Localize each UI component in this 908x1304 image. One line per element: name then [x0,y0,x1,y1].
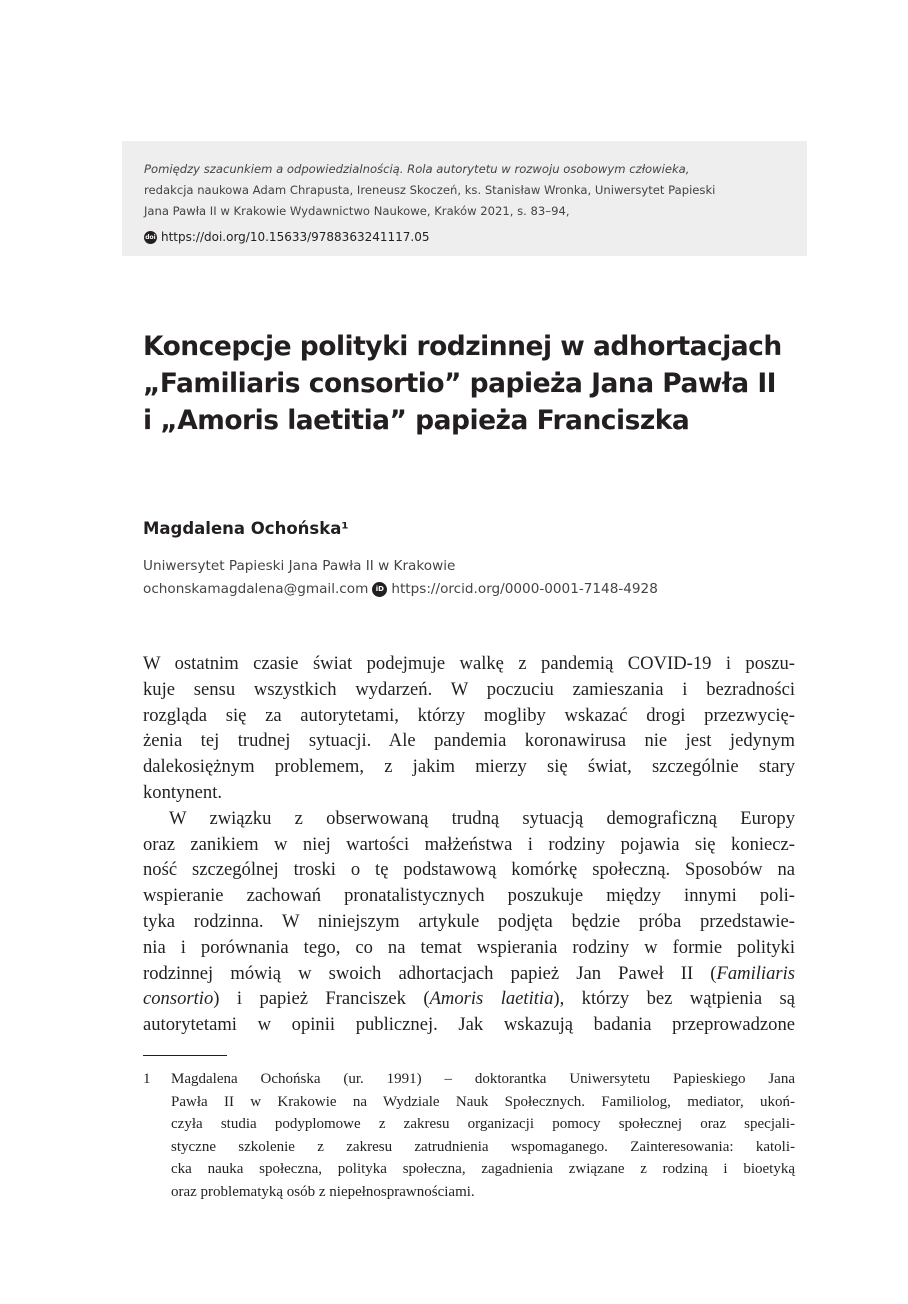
footnote [143,1068,795,1204]
title-line: „Familiaris consortio” papieża Jana Pawła II [143,368,777,399]
body-fragment: ) i papież Franciszek ( [213,988,430,1010]
body-italic-title: Familiaris [716,962,795,984]
body-line: wspieranie zachowań pronatalistycznych poszukuje między innymi poli- [143,885,795,907]
footnote-line: Magdalena Ochońska (ur. 1991) – doktorantka Uniwersytetu Papieskiego Jana [171,1071,795,1087]
body-line: tyka rodzinna. W niniejszym artykule podjęta będzie próba przedstawie- [143,910,795,932]
author-details [143,555,658,601]
footnote-divider [143,1055,227,1056]
citation-publisher: Jana Pawła II w Krakowie Wydawnictwo Naukowe, Kraków 2021, s. 83–94, [144,204,570,218]
body-line: oraz zanikiem w niej wartości małżeństwa i rodziny pojawia się koniecz- [143,833,795,855]
footnote-line: czyła studia podyplomowe z zakresu organizacji pomocy społecznej oraz specjali- [171,1116,795,1133]
body-line: kontynent. [143,781,223,803]
author-affiliation: Uniwersytet Papieski Jana Pawła II w Krakowie [143,558,456,574]
title-line: Koncepcje polityki rodzinnej w adhortacjach [143,331,782,362]
body-line: rozgląda się za autorytetami, którzy mogliby wskazać drogi przezwycię- [143,704,795,726]
footnote-body [171,1068,795,1204]
body-line: W ostatnim czasie świat podejmuje walkę z pandemią COVID-19 i poszu- [143,653,795,674]
doi-icon: doi [144,231,157,244]
body-fragment: rodzinnej mówią w swoich adhortacjach papież Jan Paweł II ( [143,962,717,984]
body-text [143,651,795,1038]
body-line: kuje sensu wszystkich wydarzeń. W poczuciu zamieszania i bezradności [143,678,795,700]
doi-link[interactable]: https://doi.org/10.15633/9788363241117.05 [161,230,430,244]
footnote-line: styczne szkolenie z zakresu zatrudnienia wspomaganego. Zainteresowania: katoli- [171,1138,795,1155]
body-line: dalekosiężnym problemem, z jakim mierzy się świat, szczególnie stary [143,756,795,778]
orcid-icon: iD [372,582,387,597]
footnote-number: 1 [143,1071,151,1087]
author-contact-row [143,578,658,601]
body-line: żenia tej trudnej sytuacji. Ale pandemia koronawirusa nie jest jedynym [143,730,795,752]
article-title [143,328,823,439]
body-italic-title: consortio [143,988,214,1010]
body-line: nia i porównania tego, co na temat wspierania rodziny w formie polityki [143,936,795,958]
body-line: ność szczególnej troski o tę podstawową komórkę społeczną. Sposobów na [143,859,795,881]
body-fragment: ), którzy bez wątpienia są [553,988,795,1010]
body-line: autorytetami w opinii publicznej. Jak wskazują badania przeprowadzone [143,1014,795,1036]
author-email[interactable]: ochonskamagdalena@gmail.com [143,581,369,597]
footnote-line: Pawła II w Krakowie na Wydziale Nauk Społecznych. Familiolog, mediator, ukoń- [171,1093,795,1110]
author-name: Magdalena Ochońska¹ [143,519,349,538]
body-line: W związku z obserwowaną trudną sytuacją demograficzną Europy [169,807,795,829]
body-line [143,961,795,987]
citation-box [122,141,807,256]
footnote-line: oraz problematyką osób z niepełnosprawnościami. [171,1183,475,1200]
citation-editors: redakcja naukowa Adam Chrapusta, Ireneusz Skoczeń, ks. Stanisław Wronka, Uniwersytet Papieski [144,183,716,197]
title-line: i „Amoris laetitia” papieża Franciszka [143,405,690,436]
footnote-line: cka nauka społeczna, polityka społeczna, zagadnienia związane z rodziną i bioetyką [171,1161,795,1178]
body-line [143,986,795,1012]
citation-book-title: Pomiędzy szacunkiem a odpowiedzialnością. Rola autorytetu w rozwoju osobowym człowieka, [144,162,690,176]
orcid-link[interactable]: https://orcid.org/0000-0001-7148-4928 [391,581,658,597]
body-italic-title: Amoris laetitia [429,988,554,1010]
doi-row [144,227,787,248]
